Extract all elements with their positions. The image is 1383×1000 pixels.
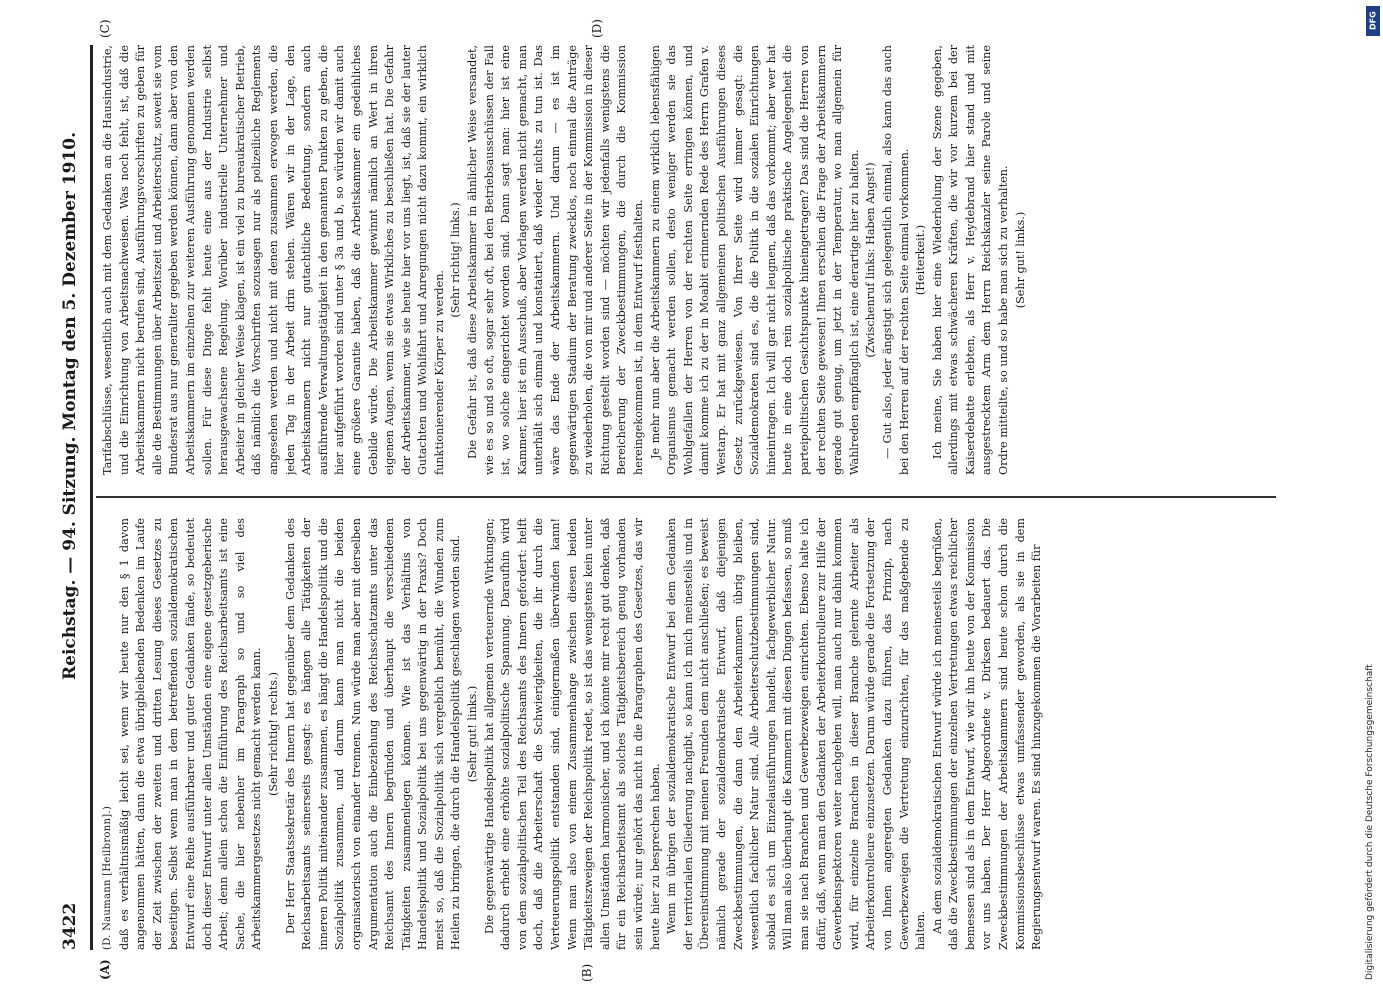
paragraph: (Zwischenruf links: Haben Angst!) [864,162,878,358]
margin-marker-a: (A) [98,959,112,980]
paragraph: An dem sozialdemokratischen Entwurf würde ich meinesteils begrüßen, daß die Zweckbestimmungen der einzelnen Vertretungen etwas reichlicher bemessen sind als in dem Entwurf, wie wir ihn heute von der Kommission vor uns haben. Der Herr Abgeordnete v. Dirksen bedauert das. Die Zweckbestimmungen der Arbeitskammern sind heute schon durch die Kommissionsbeschlüsse etwas umfassender geworden, als sie in dem Regierungsentwurf waren. Es sind hinzugekommen die Vorarbeiten für [930,518,1044,950]
page-number: 3422 [60,902,80,950]
paragraph: daß es verhältnismäßig leicht sei, wenn wir heute nur den § 1 davon angenommen hätten, dann die etwa übrigbleibenden Bedenken im Laufe der Zeit zwischen der zweiten und dritten Lesung dieses Gesetzes zu beseitigen. Selbst wenn man in dem betreffenden sozialdemokratischen Entwurf eine Reihe ausführbarer und guter Gedanken fände, so bedeutet doch dieser Entwurf unter allen Umständen eine eigene gesetzgeberische Arbeit; denn allein schon die Einführung des Reichsarbeitsamts ist eine Sache, die hier nebenher im Paragraph so und so viel des Arbeitskammergesetzes nicht gemacht werden kann. [117,518,264,950]
paragraph: — Gut also, jeder ängstigt sich gelegentlich einmal, also kann das auch bei den Herren auf der rechten Seite einmal vorkommen. [880,45,911,475]
margin-marker-d: (D) [590,19,604,38]
margin-marker-b: (B) [580,963,594,982]
right-text-column [100,45,1275,475]
paragraph: Tarifabschlüsse, wesentlich auch mit dem Gedanken an die Hausindustrie, und die Einrichtung von Arbeitsnachweisen. Was noch fehlt, ist, daß die Arbeitskammern nicht berufen sind, Ausführungsvorschriften zu geben für alle die Bestimmungen über Arbeitszeit und Arbeiterschutz, soweit sie vom Bundesrat aus nur generaliter gegeben werden können, dann aber von den Arbeitskammern im einzelnen zur weiteren Ausführung genommen werden sollen. Für diese Dinge fehlt heute eine aus der Industrie selbst herausgewachsene Regelung. Worüber industrielle Unternehmer und Arbeiter in gleicher Weise klagen, ist ein viel zu bureaukratischer Betrieb, daß nämlich die Vorschriften sozusagen nur als polizeiliche Reglements angesehen werden und nicht mit denen zusammen erwogen werden, die jeden Tag in der Arbeit drin stehen. Wären wir in der Lage, den Arbeitskammern nicht nur gutachtliche Bedeutung, sondern auch ausführende Verwaltungstätigkeit in den genannten Punkten zu geben, die hier aufgeführt worden sind unter § 3a und b, so würden wir damit auch eine größere Garantie haben, daß die Arbeitskammer ein gedeihliches Gebilde würde. Die Arbeitskammer gewinnt nämlich an Wert in ihren eigenen Augen, wenn sie etwas Wirkliches zu beschließen hat. Die Gefahr der Arbeitskammer, wie sie heute hier vor uns liegt, ist, daß sie der lauter Gutachten und Wohlfahrt und Anregungen nicht dazu kommt, ein wirklich funktionierender Körper zu werden. [101,45,446,475]
paragraph: Je mehr nun aber die Arbeitskammern zu einem wirklich lebensfähigen Organismus gemacht werden sollen, desto weniger werden sie das Wohlgefallen der Herren von der rechten Seite erringen können, und damit komme ich zu der in Moabit erinnernden Rede des Herrn Grafen v. Westarp. Er hat mit ganz allgemeinen politischen Ausführungen dieses Gesetz zurückgewiesen. Von Ihrer Seite wird immer gesagt: die Sozialdemokraten sind es, die die Politik in die sozialen Einrichtungen hineintragen. Ich will gar nicht leugnen, daß das vorkommt; aber wer hat heute in eine doch rein sozialpolitische praktische Angelegenheit die parteipolitischen Gesichtspunkte hineingetragen? Das sind die Herren von der rechten Seite gewesen! Ihnen erschien die Frage der Arbeitskammern gerade gut genug, um jetzt in der Temperatur, wo man allgemein für Wahlreden empfänglich ist, eine derartige hier zu halten. [648,45,861,475]
left-text-column [100,518,1275,950]
margin-marker-c: (C) [98,19,112,38]
paragraph: Ich meine, Sie haben hier eine Wiederholung der Szene gegeben, allerdings mit etwas schwächeren Kräften, die wir vor kurzem bei der Kaiserdebatte erlebten, als Herr v. Heydebrand hier stand und mit ausgestrecktem Arm dem Herrn Reichskanzler seine Parole und seine Ordre mitteilte, so und so habe man sich zu verhalten. [930,45,1011,475]
paragraph: Wenn im übrigen der sozialdemokratische Entwurf bei dem Gedanken der territorialen Gliederung nachgibt, so kann ich mich meinesteils und in Übereinstimmung mit meinen Freunden dem nicht anschließen; es beweist nämlich gerade der sozialdemokratische Entwurf, daß diejenigen Zweckbestimmungen, die dann den Arbeiterkammern übrig bleiben, wesentlich fachlicher Natur sind. Alle Arbeiterschutzbestimmungen sind, sobald es sich um Einzelausführungen handelt, fachgewerblicher Natur. Will man also überhaupt die Kammern mit diesen Dingen befassen, so muß man sie nach Branchen und Gewerbezweigen einrichten. Ebenso halte ich dafür, daß, wenn man den Gedanken der Arbeiterkontrolleure zur Hilfe der Gewerbeinspektoren weiter nachgehen will, man auch nur dahin kommen wird, für einzelne Branchen in dieser Branche gelernte Arbeiter als Arbeiterkontrolleure einzusetzen. Darum würde gerade die Fortsetzung der von Ihnen angeregten Gedanken dazu führen, das Prinzip, nach Gewerbezweigen die Vertretung einzurichten, für das maßgebende zu halten. [665,518,928,950]
paragraph: (Sehr gut! links.) [1013,211,1027,309]
paragraph: (Sehr richtig! links.) [449,202,463,318]
paragraph: Die Gefahr ist, daß diese Arbeitskammer in ähnlicher Weise versandet, wie es so und so oft, sogar sehr oft, bei den Betriebsausschüssen der Fall ist, wo solche eingerichtet worden sind. Dann sagt man: hier ist eine Kammer, hier ist ein Ausschuß, aber Vorlagen werden nicht gemacht, man unterhält sich einmal und konstatiert, daß wieder nichts zu tun ist. Das wäre das Ende der Arbeitskammern. Und darum — es ist im gegenwärtigen Stadium der Beratung zwecklos, noch einmal die Anträge zu wiederholen, die von mir und anderer Seite in der Kommission in dieser Richtung gestellt worden sind — möchten wir jedenfalls wenigstens die Bereicherung der Zweckbestimmungen, die durch die Kommission hereingekommen ist, in dem Entwurf festhalten. [466,45,645,475]
paragraph: (Sehr gut! links.) [466,685,480,783]
paragraph: (Heiterkeit.) [914,224,928,296]
paragraph: Der Herr Staatssekretär des Innern hat gegenüber dem Gedanken des Reichsarbeitsamts seinerseits gesagt: es hängen alle Tätigkeiten der inneren Politik miteinander zusammen, es hängt die Handelspolitik und die Sozialpolitik zusammen, und darum kann man nicht die beiden organisatorisch von einander trennen. Nun würde man aber mit derselben Argumentation auch die Einbeziehung des Reichsschatzamts unter das Reichsamt des Innern begründen und überhaupt die verschiedenen Tätigkeiten zusammenlegen können. Wie ist das Verhältnis von Handelspolitik und Sozialpolitik bei uns gegenwärtig in der Praxis? Doch meist so, daß die Sozialpolitik sich vergeblich bemüht, die Wunden zum Heilen zu bringen, die durch die Handelspolitik geschlagen worden sind. [283,518,463,950]
paragraph: (Sehr richtig! rechts.) [266,671,280,797]
paragraph: (D. Naumann [Heilbronn].) [102,805,113,950]
paragraph: Die gegenwärtige Handelspolitik hat allgemein verteuernde Wirkungen; dadurch erhebt eine erhöhte sozialpolitische Spannung. Daraufhin wird von dem sozialpolitischen Teil des Reichsamts des Innern gefordert: helft doch, daß die Arbeiterschaft die Schwierigkeiten, die ihr durch die Verteuerungspolitik entstanden sind, einigermaßen überwinden kann! Wenn man also von einem Zusammenhange zwischen diesen beiden Tätigkeitszweigen der Reichspolitik redet, so ist das wenigstens kein unter allen Umständen harmonischer, und ich könnte mir recht gut denken, daß für ein Reichsarbeitsamt als solches Tätigkeitsbereich genug vorhanden sein würde; nur gehört das nicht in die Paragraphen des Gesetzes, das wir heute hier zu besprechen haben. [482,518,662,950]
dfg-logo: DFG [1366,6,1380,36]
page-title: Reichstag. — 94. Sitzung. Montag den 5. Dezember 1910. [60,131,80,680]
digitization-credit: Digitalisierung gefördert durch die Deutsche Forschungsgemeinschaft [1365,664,1375,980]
column-divider [96,496,1276,498]
header-rule [90,45,93,950]
